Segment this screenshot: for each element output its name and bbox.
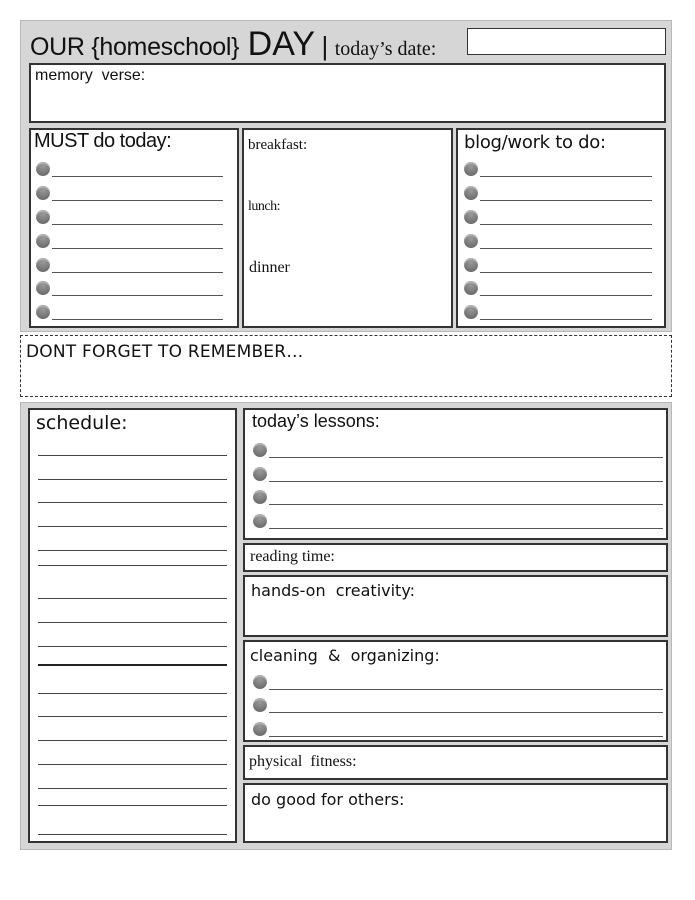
must-do-item[interactable]	[36, 304, 223, 322]
dinner-label: dinner	[249, 259, 290, 276]
cleaning-item[interactable]	[253, 674, 663, 692]
bullet-icon	[253, 490, 267, 504]
bullet-icon	[464, 186, 478, 200]
must-do-label: MUST do today:	[34, 130, 172, 152]
schedule-line[interactable]	[38, 622, 227, 623]
schedule-line[interactable]	[38, 526, 227, 527]
bullet-icon	[253, 514, 267, 528]
fitness-label: physical fitness:	[249, 753, 357, 770]
schedule-line[interactable]	[38, 479, 227, 480]
schedule-line[interactable]	[38, 788, 227, 789]
reading-time-label: reading time:	[250, 548, 335, 565]
schedule-line[interactable]	[38, 646, 227, 647]
bullet-icon	[464, 305, 478, 319]
dont-forget-label: DONT FORGET TO REMEMBER…	[26, 342, 304, 362]
breakfast-label: breakfast:	[248, 137, 308, 153]
memory-verse-label: memory verse:	[35, 67, 146, 84]
schedule-line[interactable]	[38, 693, 227, 694]
bullet-icon	[36, 186, 50, 200]
cleaning-box	[243, 640, 668, 742]
date-label: today’s date:	[334, 38, 437, 60]
bullet-icon	[464, 162, 478, 176]
must-do-item[interactable]	[36, 209, 223, 227]
bullet-icon	[36, 210, 50, 224]
schedule-line[interactable]	[38, 805, 227, 806]
bullet-icon	[253, 675, 267, 689]
cleaning-label: cleaning & organizing:	[250, 646, 440, 665]
bullet-icon	[36, 162, 50, 176]
schedule-line[interactable]	[38, 834, 227, 835]
blog-work-item[interactable]	[464, 257, 652, 275]
bullet-icon	[36, 234, 50, 248]
lesson-item[interactable]	[253, 442, 663, 460]
page-title	[30, 25, 436, 61]
must-do-item[interactable]	[36, 280, 223, 298]
blog-work-item[interactable]	[464, 304, 652, 322]
schedule-box	[28, 408, 237, 843]
schedule-line[interactable]	[38, 716, 227, 717]
lessons-label: today’s lessons:	[252, 411, 380, 431]
title-prefix: OUR {homeschool}	[30, 33, 240, 61]
blog-work-item[interactable]	[464, 161, 652, 179]
creativity-box[interactable]	[243, 575, 668, 637]
blog-work-item[interactable]	[464, 280, 652, 298]
bullet-icon	[36, 305, 50, 319]
must-do-box	[29, 128, 239, 328]
schedule-line[interactable]	[38, 550, 227, 551]
bullet-icon	[464, 234, 478, 248]
lesson-item[interactable]	[253, 466, 663, 484]
blog-work-item[interactable]	[464, 233, 652, 251]
schedule-label: schedule:	[36, 412, 128, 434]
lessons-box	[243, 408, 668, 540]
bullet-icon	[253, 443, 267, 457]
schedule-line[interactable]	[38, 455, 227, 456]
bullet-icon	[464, 258, 478, 272]
must-do-item[interactable]	[36, 161, 223, 179]
date-field[interactable]	[467, 28, 666, 55]
bullet-icon	[253, 722, 267, 736]
must-do-item[interactable]	[36, 233, 223, 251]
bullet-icon	[464, 210, 478, 224]
blog-work-item[interactable]	[464, 209, 652, 227]
cleaning-item[interactable]	[253, 697, 663, 715]
blog-work-item[interactable]	[464, 185, 652, 203]
bullet-icon	[36, 258, 50, 272]
do-good-label: do good for others:	[251, 790, 405, 809]
lesson-item[interactable]	[253, 513, 663, 531]
title-day: DAY	[247, 25, 316, 63]
blog-work-label: blog/work to do:	[464, 132, 606, 153]
schedule-line[interactable]	[38, 740, 227, 741]
lesson-item[interactable]	[253, 489, 663, 507]
schedule-line[interactable]	[38, 565, 227, 566]
schedule-line[interactable]	[38, 664, 227, 666]
schedule-line[interactable]	[38, 502, 227, 503]
bullet-icon	[36, 281, 50, 295]
bullet-icon	[253, 467, 267, 481]
must-do-item[interactable]	[36, 185, 223, 203]
creativity-label: hands-on creativity:	[251, 581, 416, 600]
blog-work-box	[456, 128, 666, 328]
dont-forget-box[interactable]	[20, 335, 672, 397]
schedule-line[interactable]	[38, 764, 227, 765]
meals-box[interactable]	[242, 128, 453, 328]
fitness-box[interactable]	[243, 745, 668, 780]
memory-verse-box[interactable]	[29, 63, 666, 123]
lunch-label: lunch:	[248, 199, 280, 214]
bullet-icon	[253, 698, 267, 712]
do-good-box[interactable]	[243, 783, 668, 843]
reading-time-box[interactable]	[243, 543, 668, 572]
must-do-item[interactable]	[36, 257, 223, 275]
schedule-line[interactable]	[38, 598, 227, 599]
cleaning-item[interactable]	[253, 721, 663, 739]
title-separator: |	[321, 31, 329, 61]
bullet-icon	[464, 281, 478, 295]
